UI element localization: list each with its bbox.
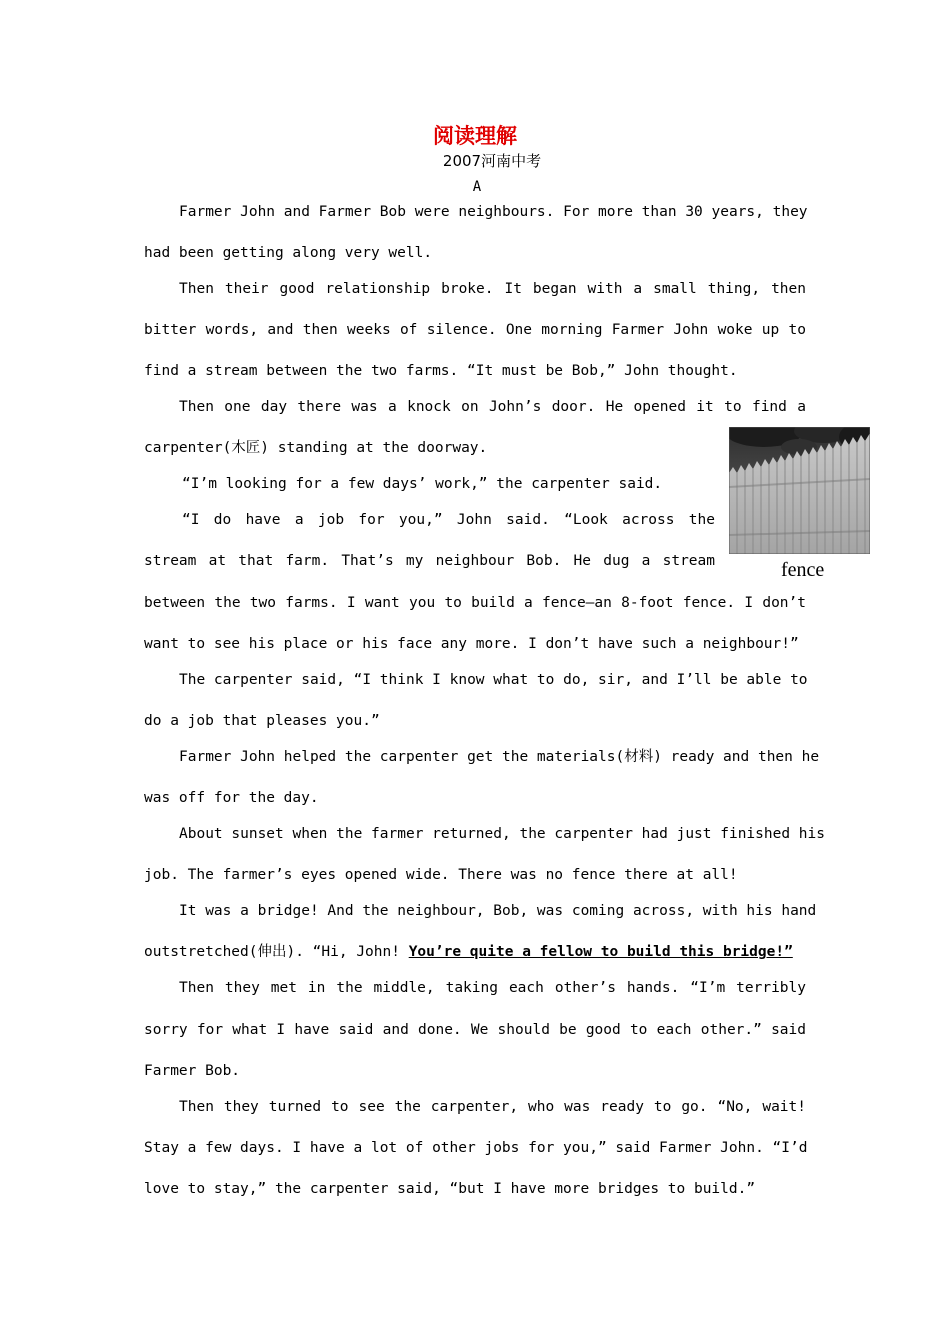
text-line: Then they turned to see the carpenter, who was ready to go. “No, wait! <box>179 1099 806 1115</box>
text-line: stream at that farm. That’s my neighbour Bob. He dug a stream <box>144 553 715 569</box>
text-line: job. The farmer’s eyes opened wide. There was no fence there at all! <box>144 867 738 883</box>
text-line: Then one day there was a knock on John’s door. He opened it to find a <box>179 399 806 415</box>
text-line: was off for the day. <box>144 790 319 806</box>
page-title: 阅读理解 <box>433 123 517 148</box>
section-label: A <box>472 179 482 195</box>
underlined-sentence: You’re quite a fellow to build this bridge!” <box>408 944 793 960</box>
text-line: find a stream between the two farms. “It must be Bob,” John thought. <box>144 363 738 379</box>
text-line: Stay a few days. I have a lot of other jobs for you,” said Farmer John. “I’d <box>144 1140 808 1156</box>
text-line: carpenter(木匠) standing at the doorway. <box>144 440 488 456</box>
text-line: bitter words, and then weeks of silence. One morning Farmer John woke up to <box>144 322 806 338</box>
text-line: “I do have a job for you,” John said. “Look across the <box>182 512 715 528</box>
text-line: love to stay,” the carpenter said, “but I have more bridges to build.” <box>144 1181 756 1197</box>
text-line: The carpenter said, “I think I know what to do, sir, and I’ll be able to <box>179 672 808 688</box>
fence-photo <box>729 427 870 554</box>
fence-caption: fence <box>781 559 825 581</box>
text-line: outstretched(伸出). “Hi, John! You’re quite a fellow to build this bridge!” <box>144 944 793 960</box>
text-line: do a job that pleases you.” <box>144 713 380 729</box>
text-line: sorry for what I have said and done. We should be good to each other.” said <box>144 1022 806 1038</box>
text-line: had been getting along very well. <box>144 245 433 261</box>
text-line: “I’m looking for a few days’ work,” the carpenter said. <box>182 476 663 492</box>
text-line: About sunset when the farmer returned, the carpenter had just finished his <box>179 826 826 842</box>
exam-subtitle: 2007河南中考 <box>442 152 542 170</box>
text-line: Farmer John and Farmer Bob were neighbours. For more than 30 years, they <box>179 204 808 220</box>
text-line: Then they met in the middle, taking each other’s hands. “I’m terribly <box>179 980 806 996</box>
text-line: want to see his place or his face any more. I don’t have such a neighbour!” <box>144 636 799 652</box>
text-line: Then their good relationship broke. It began with a small thing, then <box>179 281 806 297</box>
text-line: Farmer Bob. <box>144 1063 241 1079</box>
text-line: between the two farms. I want you to build a fence—an 8-foot fence. I don’t <box>144 595 806 611</box>
text-line: Farmer John helped the carpenter get the materials(材料) ready and then he <box>179 749 820 765</box>
text-line: It was a bridge! And the neighbour, Bob, was coming across, with his hand <box>179 903 817 919</box>
